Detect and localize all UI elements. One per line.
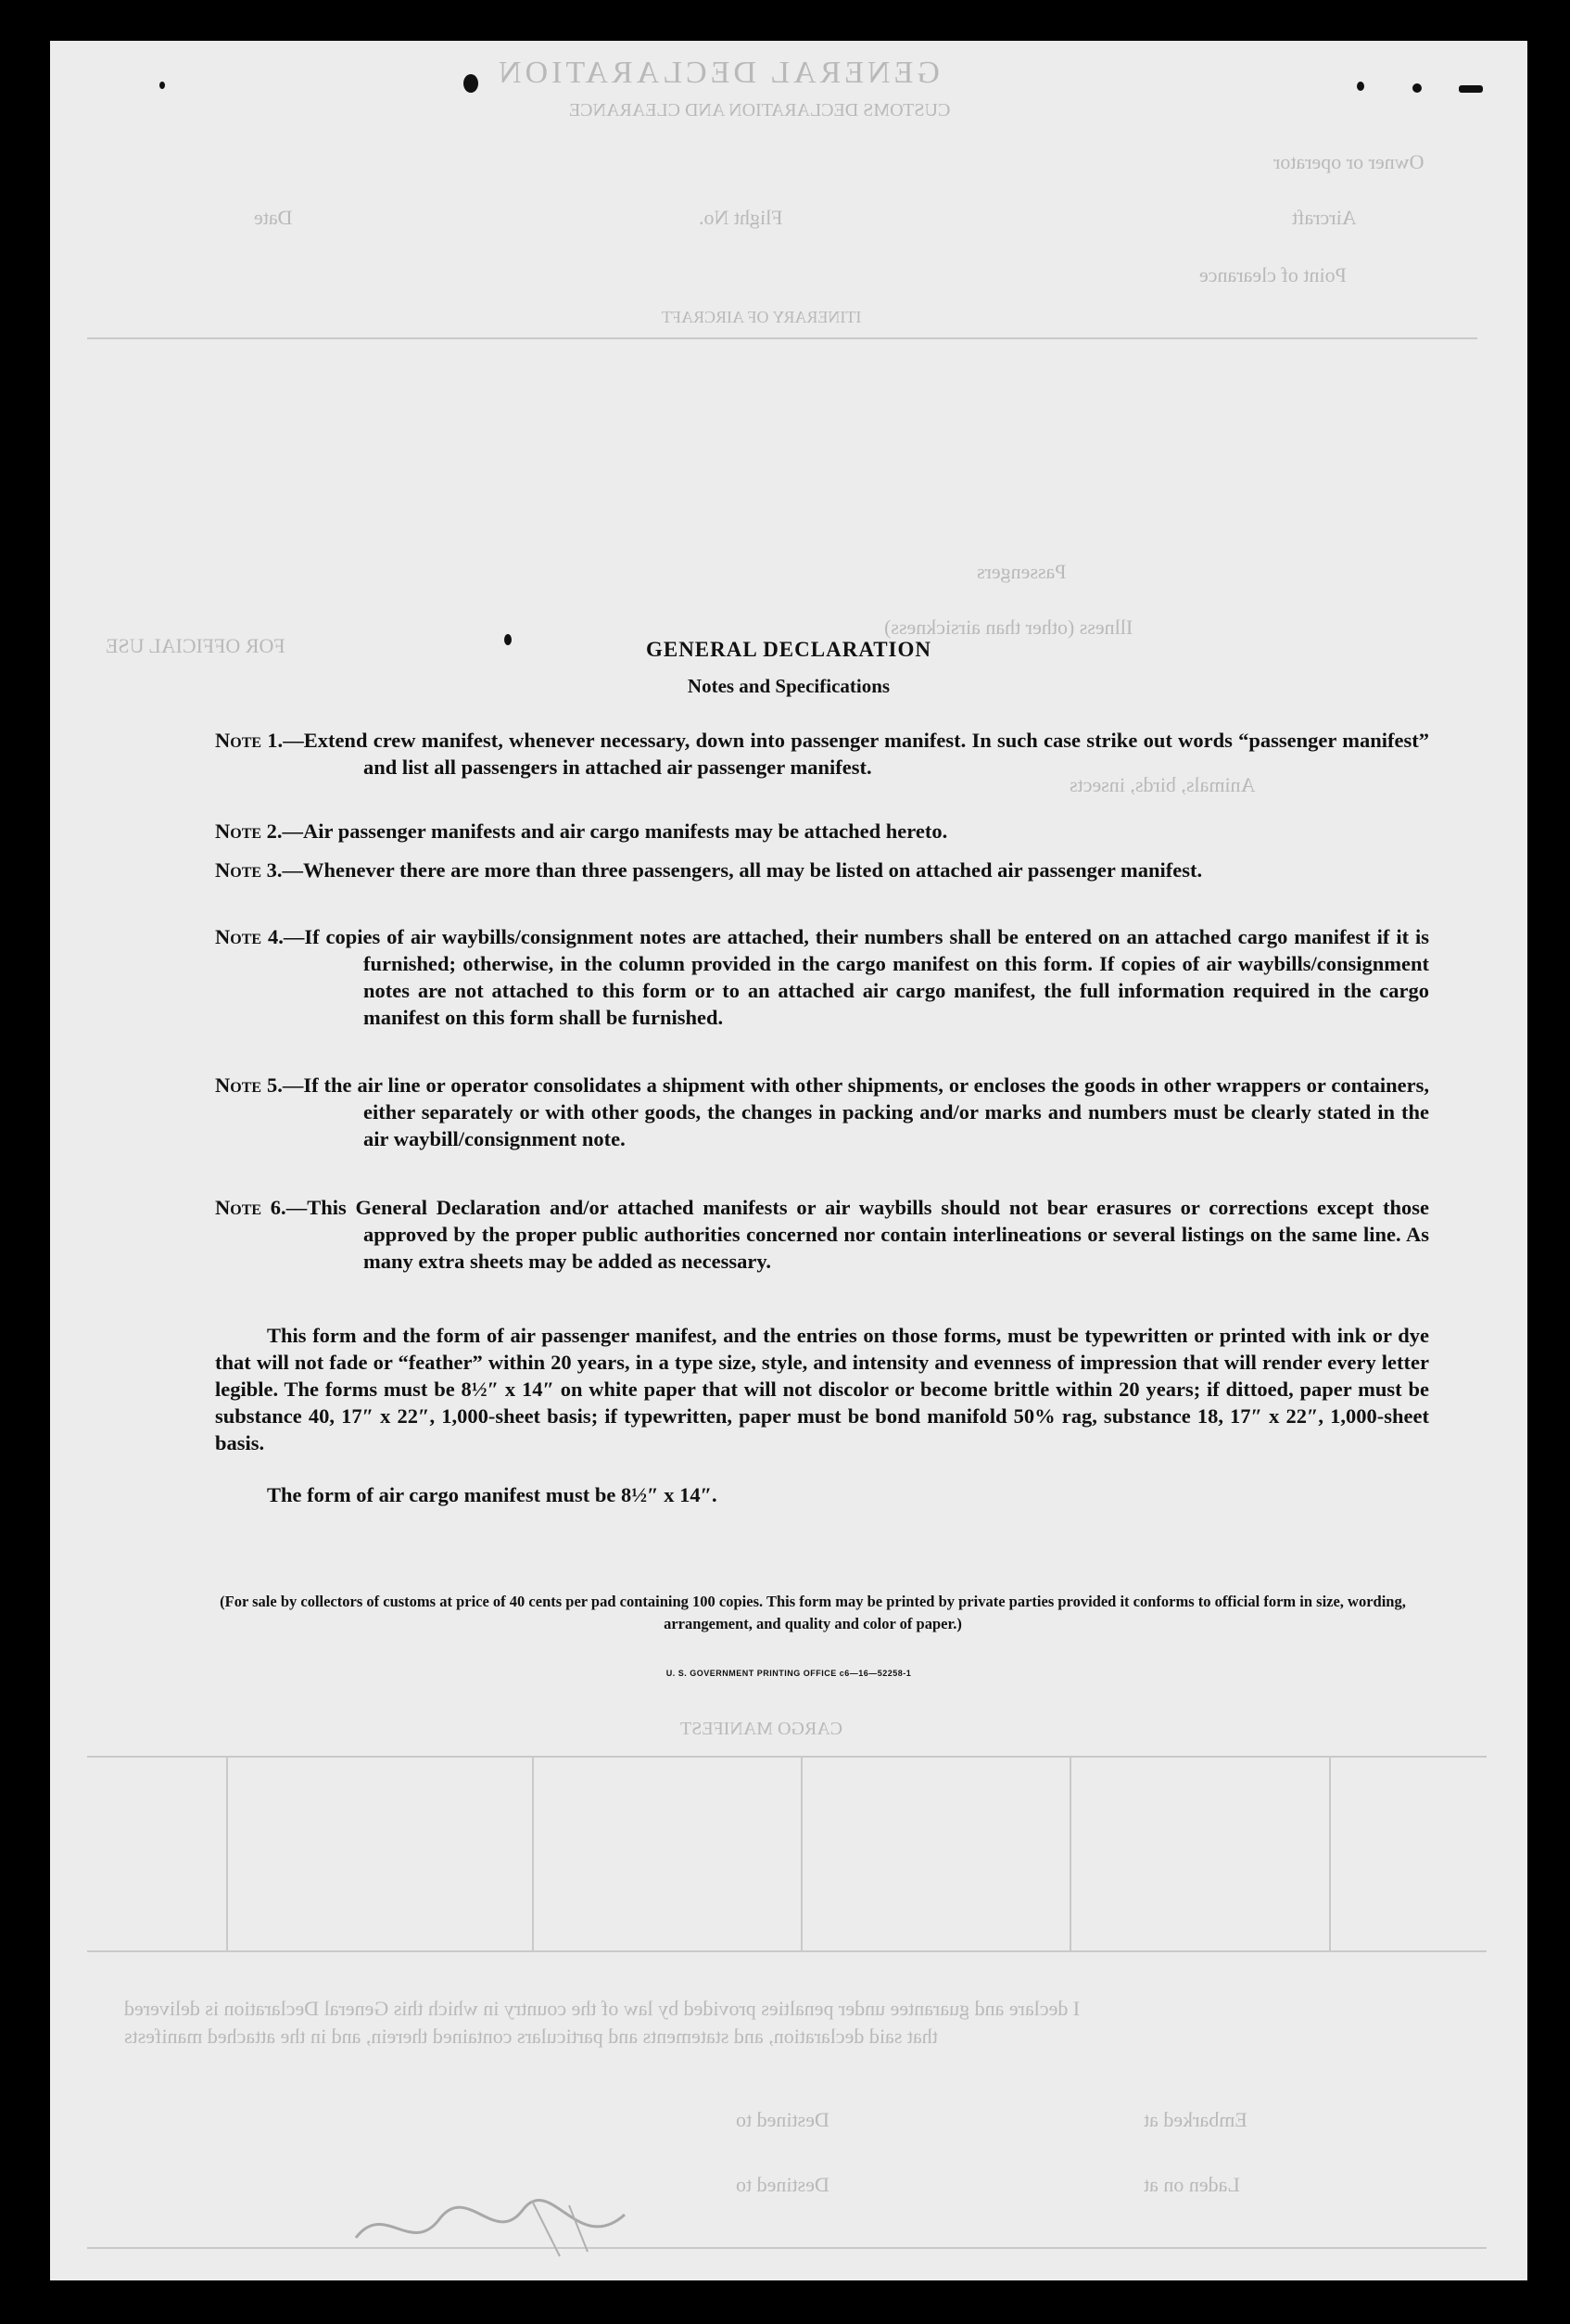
reverse-side-ghost-col-5 [1329,1756,1331,1950]
page-title: GENERAL DECLARATION [645,638,932,661]
note-label: Note 2. [215,819,283,843]
reverse-side-ghost-sign-rule [87,2247,1487,2249]
reverse-side-ghost-col-3 [801,1756,803,1950]
reverse-side-ghost-flight: Flight No. [699,206,783,229]
reverse-side-ghost-destined-2: Destined to [736,2173,829,2196]
scan-blot-5 [159,82,165,89]
reverse-side-ghost-declare-2: that said declaration, and statements and particulars contained therein, and in the attached manifests [124,2025,938,2048]
specification-paragraph: This form and the form of air passenger manifest, and the entries on those forms, must be typewritten or printed with ink or dye that will not fade or “feather” within 20 years, in a type size, style, and intensity and evenness of impression that will render every letter legible. The forms must be 8½″ x 14″ on white paper that will not discolor or become brittle within 20 years; if dittoed, paper must be substance 40, 17″ x 22″, 1,000-sheet basis; if typewritten, paper must be bond manifold 50% rag, substance 18, 17″ x 22″, 1,000-sheet basis. [215,1324,1429,1454]
reverse-side-ghost-date: Date [254,206,293,229]
note-label: Note 3. [215,858,283,882]
reverse-side-ghost-passengers: Passengers [977,560,1067,583]
reverse-side-ghost-laden: Laden on at [1144,2173,1240,2196]
cargo-form-size-line: The form of air cargo manifest must be 8½″ x 14″. [267,1483,717,1506]
reverse-side-ghost-embarked: Embarked at [1144,2108,1247,2131]
reverse-side-ghost-cargo-manifest: CARGO MANIFEST [680,1719,843,1739]
note-5 [215,1072,1429,1152]
note-label: Note 1. [215,729,284,752]
reverse-side-ghost-rule [87,337,1477,339]
scan-blot-3 [1459,85,1483,93]
note-4 [215,923,1429,1031]
reverse-side-ghost-col-4 [1070,1756,1071,1950]
note-6 [215,1194,1429,1275]
note-text: —Extend crew manifest, whenever necessary, down into passenger manifest. In such case strike out words “passenger manifest” and list all passengers in attached air passenger manifest. [283,729,1429,779]
note-text: —If copies of air waybills/consignment notes are attached, their numbers shall be entered on an attached cargo manifest if it is furnished; otherwise, in the column provided in the cargo manifest on this form. If copies of air waybills/consignment notes are not attached to this form or to an attached air cargo manifest, the full information required in the cargo manifest on this form shall be furnished. [283,925,1429,1029]
reverse-side-ghost-official-use: FOR OFFICIAL USE [106,634,285,657]
note-text: —Whenever there are more than three passengers, all may be listed on attached air passenger manifest. [282,858,1203,882]
reverse-side-ghost-animals: Animals, birds, insects [1070,773,1256,796]
reverse-side-ghost-table-bottom [87,1950,1487,1952]
printer-line: U. S. GOVERNMENT PRINTING OFFICE c6—16—52258-1 [665,1669,912,1678]
scan-blot-4 [1412,83,1422,93]
reverse-side-ghost-aircraft: Aircraft [1292,206,1357,229]
document-page [50,41,1527,2280]
reverse-side-ghost-illness: Illness (other than airsickness) [884,616,1133,639]
note-3 [215,857,1429,883]
note-2 [215,818,1429,845]
reverse-side-ghost-table-top [87,1756,1487,1758]
reverse-side-ghost-destined: Destined to [736,2108,829,2131]
note-1 [215,727,1429,781]
reverse-side-ghost-declare: I declare and guarantee under penalties provided by law of the country in which this General Declaration is delivered [124,1997,1081,2020]
note-text: —Air passenger manifests and air cargo manifests may be attached hereto. [282,819,948,843]
note-label: Note 5. [215,1073,283,1097]
reverse-side-ghost-subheader: CUSTOMS DECLARATION AND CLEARANCE [569,100,951,121]
reverse-side-signature-mark [347,2182,680,2266]
reverse-side-ghost-operator: Owner or operator [1273,150,1424,173]
scan-blot-2 [1357,82,1364,91]
note-label: Note 4. [215,925,284,948]
reverse-side-ghost-clearance: Point of clearance [1199,263,1347,286]
reverse-side-ghost-header: GENERAL DECLARATION [495,56,940,90]
reverse-side-ghost-itinerary: ITINERARY OF AIRCRAFT [662,308,862,326]
note-text: —This General Declaration and/or attached manifests or air waybills should not bear erasures or corrections except those approved by the proper public authorities concerned nor contain interlineations or several listings on the same line. As many extra sheets may be added as necessary. [285,1196,1429,1273]
sale-note: (For sale by collectors of customs at price of 40 cents per pad containing 100 copies. This form may be printed by private parties provided it conforms to official form in size, wording, arrangement, and quality and color of paper.) [220,1593,1406,1632]
note-text: —If the air line or operator consolidates a shipment with other shipments, or encloses the goods in other wrappers or containers, either separately or with other goods, the changes in packing and/or marks and numbers must be clearly stated in the air waybill/consignment note. [282,1073,1429,1150]
reverse-side-ghost-col-2 [532,1756,534,1950]
scan-blot-1 [463,74,478,93]
page-subtitle: Notes and Specifications [687,675,891,697]
note-label: Note 6. [215,1196,286,1219]
reverse-side-ghost-col-1 [226,1756,228,1950]
